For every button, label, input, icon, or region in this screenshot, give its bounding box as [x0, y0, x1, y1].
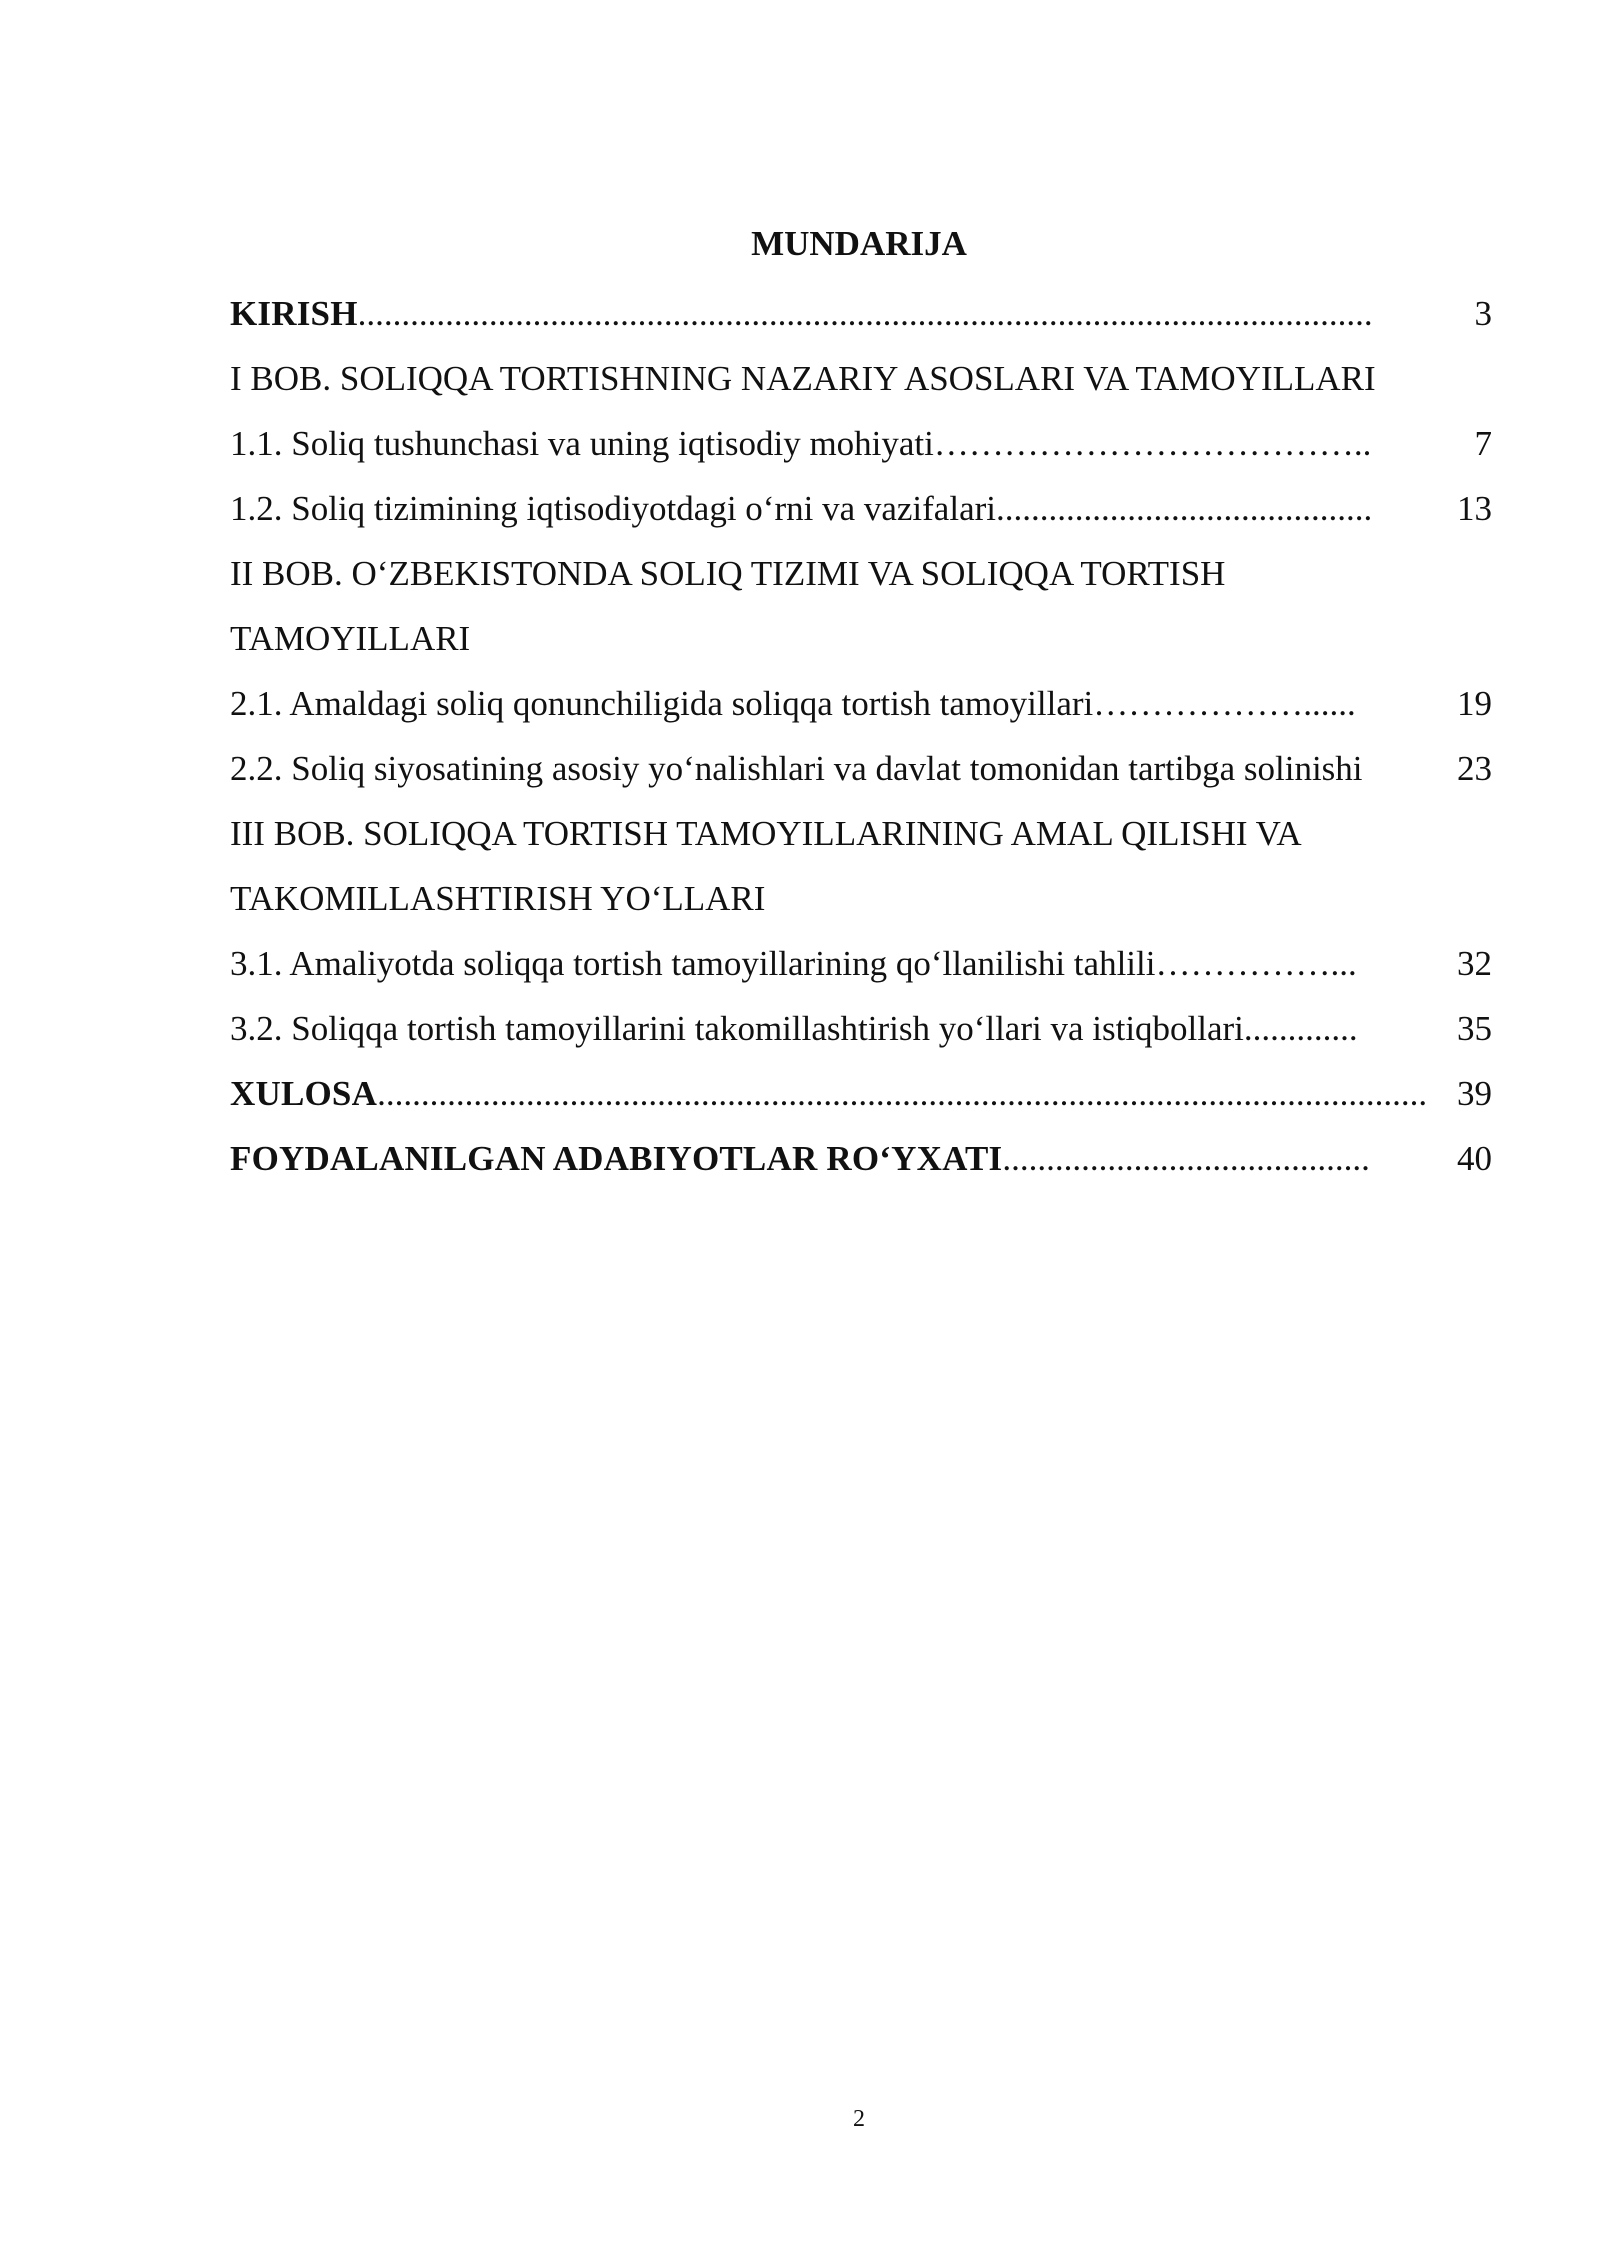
toc-leader: ………………......: [1093, 684, 1356, 723]
toc-entry-text: KIRISH: [230, 294, 358, 333]
toc-entry-3-2: [230, 996, 1492, 1061]
toc-entry-text: III BOB. SOLIQQA TORTISH TAMOYILLARINING AMAL QILISHI VA: [230, 814, 1302, 853]
toc-chapter-3-line-1: [230, 801, 1492, 866]
toc-entry-3-1: [230, 931, 1492, 996]
toc-chapter-2-line-1: [230, 541, 1492, 606]
toc-page-number: 32: [1457, 944, 1492, 983]
toc-page-number: 40: [1457, 1139, 1492, 1178]
toc-title: MUNDARIJA: [751, 224, 967, 263]
toc-leader: .............: [1243, 1009, 1358, 1048]
toc-entry-text: 1.1. Soliq tushunchasi va uning iqtisodiy mohiyati: [230, 424, 934, 463]
toc-entry-1-1: [230, 411, 1492, 476]
toc-entry-text: TAKOMILLASHTIRISH YO‘LLARI: [230, 879, 766, 918]
toc-leader: ........................................................................................................................: [377, 1074, 1428, 1113]
toc-page-number: 13: [1457, 489, 1492, 528]
toc-leader: ……………...: [1155, 944, 1357, 983]
toc-entry-kirish: [230, 281, 1492, 346]
toc-entry-text: II BOB. O‘ZBEKISTONDA SOLIQ TIZIMI VA SOLIQQA TORTISH: [230, 554, 1226, 593]
toc-chapter-2-line-2: [230, 606, 1492, 671]
toc-page-number: 23: [1457, 749, 1492, 788]
toc-entry-text: I BOB. SOLIQQA TORTISHNING NAZARIY ASOSLARI VA TAMOYILLARI: [230, 359, 1376, 398]
toc-page-number: 39: [1457, 1074, 1492, 1113]
toc-chapter-3-line-2: [230, 866, 1492, 931]
toc-entry-text: 2.2. Soliq siyosatining asosiy yo‘nalishlari va davlat tomonidan tartibga solinishi: [230, 749, 1363, 788]
toc-entry-text: 1.2. Soliq tizimining iqtisodiyotdagi o‘rni va vazifalari: [230, 489, 996, 528]
toc-entry-references: [230, 1126, 1492, 1191]
toc-leader: ………………………………..: [933, 424, 1372, 463]
page-number: 2: [853, 2106, 865, 2132]
toc-entry-text: FOYDALANILGAN ADABIYOTLAR RO‘YXATI: [230, 1139, 1003, 1178]
toc-page-number: 35: [1457, 1009, 1492, 1048]
toc-entry-text: 3.1. Amaliyotda soliqqa tortish tamoyillarining qo‘llanilishi tahlili: [230, 944, 1156, 983]
toc-leader: ..........................................: [1002, 1139, 1370, 1178]
toc-entry-2-2: [230, 736, 1492, 801]
toc-entry-text: 3.2. Soliqqa tortish tamoyillarini takomillashtirish yo‘llari va istiqbollari: [230, 1009, 1244, 1048]
toc-entry-xulosa: [230, 1061, 1492, 1126]
toc-page-number: 7: [1474, 424, 1492, 463]
toc-page-number: 3: [1474, 294, 1492, 333]
toc-entry-text: TAMOYILLARI: [230, 619, 471, 658]
table-of-contents: [230, 281, 1492, 1191]
toc-leader: ...........................................: [995, 489, 1373, 528]
toc-chapter-1: [230, 346, 1492, 411]
toc-entry-text: XULOSA: [230, 1074, 378, 1113]
toc-entry-2-1: [230, 671, 1492, 736]
toc-entry-1-2: [230, 476, 1492, 541]
toc-page-number: 19: [1457, 684, 1492, 723]
toc-leader: ....................................................................................................................: [357, 294, 1373, 333]
toc-entry-text: 2.1. Amaldagi soliq qonunchiligida soliqqa tortish tamoyillari: [230, 684, 1094, 723]
